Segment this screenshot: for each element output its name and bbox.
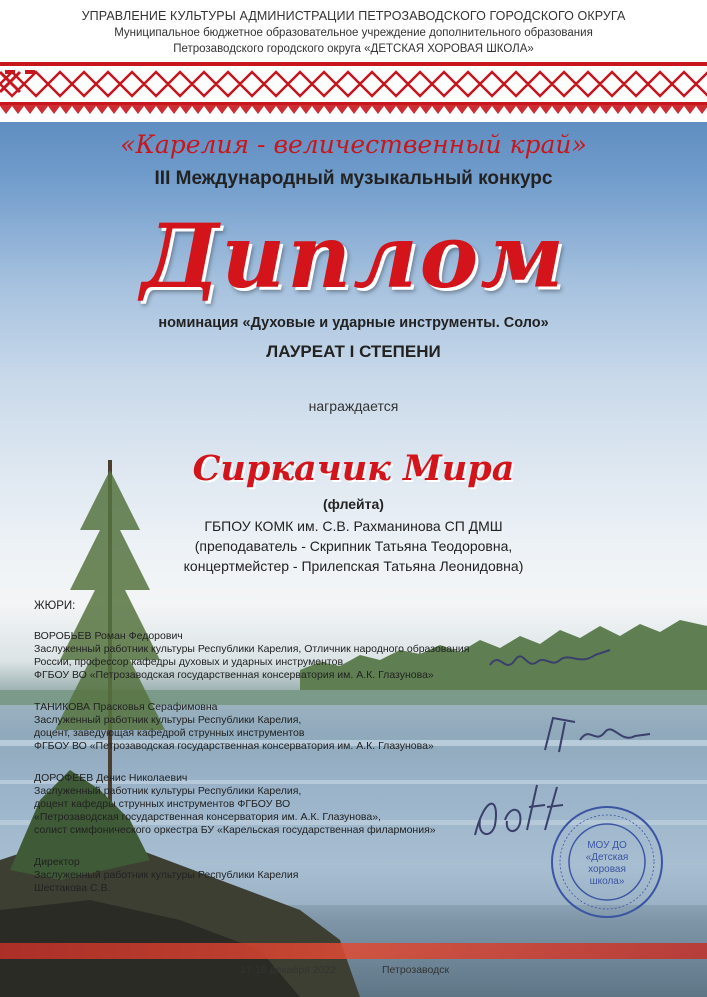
- recipient-name: Сиркачик Мира: [192, 448, 515, 489]
- stamp-line: МОУ ДО: [587, 840, 627, 851]
- header-institution: Муниципальное бюджетное образовательное учреждение дополнительного образования: [114, 27, 593, 39]
- laureate-degree: ЛАУРЕАТ I СТЕПЕНИ: [266, 342, 441, 361]
- jury-member-line: «Петрозаводская государственная консерватория им. А.К. Глазунова»,: [34, 811, 381, 823]
- footer-ornament-band: [0, 943, 707, 959]
- header-organization: УПРАВЛЕНИЕ КУЛЬТУРЫ АДМИНИСТРАЦИИ ПЕТРОЗАВОДСКОГО ГОРОДСКОГО ОКРУГА: [81, 9, 626, 23]
- jury-member-line: доцент, заведующая кафедрой струнных инструментов: [34, 727, 305, 739]
- header: [0, 0, 707, 62]
- event-city: Петрозаводск: [382, 964, 450, 976]
- director-label: Директор: [34, 856, 80, 868]
- signature-vorobyev: [485, 640, 615, 690]
- director: [34, 856, 298, 895]
- diploma-heading: Диплом: [141, 204, 566, 308]
- school-stamp: [548, 803, 666, 921]
- signature-tanikova: [535, 710, 655, 760]
- event-date: 17-18 декабря 2022: [240, 964, 337, 976]
- jury-member-name: ДОРОФЕЕВ Денис Николаевич: [34, 772, 188, 784]
- jury-member-line: России, профессор кафедры духовых и ударных инструментов: [34, 656, 344, 668]
- stamp-line: хоровая: [588, 864, 626, 875]
- jury-member-line: солист симфонического оркестра БУ «Карельская государственная филармония»: [34, 824, 436, 836]
- jury-member: [34, 772, 436, 837]
- jury-member-line: ФГБОУ ВО «Петрозаводская государственная консерватория им. А.К. Глазунова»: [34, 740, 434, 752]
- jury-member-name: ВОРОБЬЕВ Роман Федорович: [34, 630, 183, 642]
- nomination: номинация «Духовые и ударные инструменты. Соло»: [158, 315, 549, 331]
- karelian-ornament-border: [0, 62, 707, 122]
- jury-member-line: Заслуженный работник культуры Республики Карелия, Отличник народного образования: [34, 643, 470, 655]
- recipient-school: ГБПОУ КОМК им. С.В. Рахманинова СП ДМШ: [204, 518, 503, 534]
- jury-member-name: ТАНИКОВА Прасковья Серафимовна: [34, 701, 218, 713]
- jury-member-line: Заслуженный работник культуры Республики Карелия,: [34, 785, 302, 797]
- recipient-instrument: (флейта): [323, 496, 384, 512]
- jury-member-line: доцент кафедры струнных инструментов ФГБОУ ВО: [34, 798, 291, 810]
- jury-label: ЖЮРИ:: [34, 600, 76, 612]
- jury-member-line: Заслуженный работник культуры Республики Карелия,: [34, 714, 302, 726]
- jury-member: [34, 630, 469, 682]
- recipient-teacher: (преподаватель - Скрипник Татьяна Теодоровна,: [194, 538, 513, 554]
- stamp-line: школа»: [589, 876, 625, 887]
- jury-member-line: ФГБОУ ВО «Петрозаводская государственная консерватория им. А.К. Глазунова»: [34, 669, 434, 681]
- director-name: Шестакова С.В.: [34, 882, 111, 894]
- header-school: Петрозаводского городского округа «ДЕТСКАЯ ХОРОВАЯ ШКОЛА»: [173, 43, 534, 55]
- recipient-accompanist: концертмейстер - Прилепская Татьяна Леонидовна): [183, 558, 524, 574]
- awarded-label: награждается: [308, 398, 399, 414]
- director-title: Заслуженный работник культуры Республики Карелия: [34, 869, 299, 881]
- jury-member: [34, 701, 434, 753]
- festival-title: «Карелия - величественный край»: [120, 130, 587, 159]
- stamp-line: «Детская: [585, 852, 629, 863]
- contest-name: III Международный музыкальный конкурс: [154, 168, 553, 189]
